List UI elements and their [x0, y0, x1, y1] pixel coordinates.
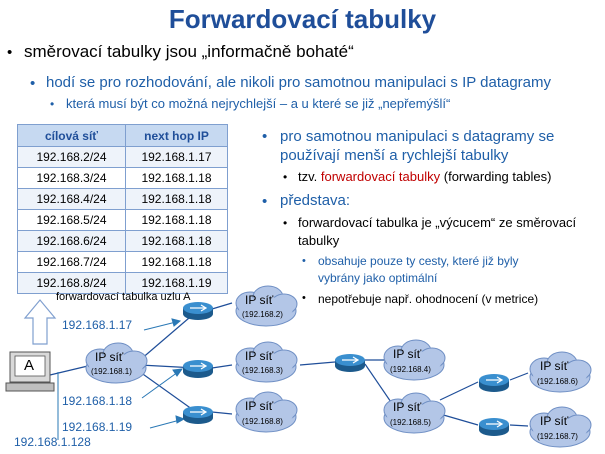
bullet-level3: která musí být co možná nejrychlejší – a u které se již „nepřemýšlí“ [66, 96, 451, 111]
router-icon [183, 406, 213, 424]
bullet-dot: • [50, 97, 55, 111]
cloud-title: IP síť [95, 350, 124, 364]
bullet-dot: • [262, 193, 268, 210]
cloud-net: (192.168.4) [390, 365, 431, 374]
right-bullet-1: pro samotnou manipulaci s datagramy se [280, 128, 555, 145]
bullet-dot: • [302, 292, 306, 304]
table-cell: 192.168.2/24 [18, 147, 126, 168]
cloud-title: IP síť [393, 347, 422, 361]
up-arrow [25, 300, 55, 344]
ip-label: 192.168.1.128 [14, 435, 91, 449]
table-cell: 192.168.1.18 [126, 189, 228, 210]
cloud-title: IP síť [540, 414, 569, 428]
table-cell: 192.168.8/24 [18, 273, 126, 294]
bullet-level2: hodí se pro rozhodování, ale nikoli pro samotnou manipulaci s IP datagramy [46, 74, 552, 91]
table-cell: 192.168.3/24 [18, 168, 126, 189]
cloud-net: (192.168.1) [91, 367, 132, 376]
cloud-title: IP síť [245, 399, 274, 413]
right-bullet-6: nepotřebuje např. ohodnocení (v metrice) [318, 292, 539, 306]
right-bullet-5b: vybrány jako optimální [318, 271, 438, 285]
ip-label: 192.168.1.19 [62, 420, 133, 434]
router-icon [335, 354, 365, 372]
right-bullet-1b: používají menší a rychlejší tabulky [280, 147, 509, 164]
router-icon [183, 302, 213, 320]
table-cell: 192.168.6/24 [18, 231, 126, 252]
right-bullet-4b: tabulky [298, 233, 340, 248]
bullet-dot: • [7, 44, 13, 61]
cloud-title: IP síť [245, 349, 274, 363]
table-caption: forwardovací tabulka uzlu A [56, 291, 191, 303]
cloud-net: (192.168.8) [242, 417, 283, 426]
node-label-a: A [24, 357, 35, 374]
bullet-dot: • [262, 128, 268, 145]
cloud-title: IP síť [540, 359, 569, 373]
table-cell: 192.168.1.18 [126, 210, 228, 231]
table-header-nexthop: next hop IP [126, 125, 228, 147]
cloud-title: IP síť [245, 293, 274, 307]
table-cell: 192.168.1.18 [126, 231, 228, 252]
cloud-title: IP síť [393, 400, 422, 414]
router-icon [479, 418, 509, 436]
cloud-net: (192.168.7) [537, 432, 578, 441]
table-header-destination: cílová síť [18, 125, 126, 147]
table-cell: 192.168.1.18 [126, 252, 228, 273]
bullet-level1: směrovací tabulky jsou „informačně bohaté“ [24, 42, 354, 61]
text-post: (forwarding tables) [443, 169, 552, 184]
right-bullet-5: obsahuje pouze ty cesty, které již byly [318, 254, 519, 268]
ip-arrows [142, 319, 184, 428]
router-icon [479, 374, 509, 392]
table-cell: 192.168.1.19 [126, 273, 228, 294]
router-icon [183, 360, 213, 378]
cloud-net: (192.168.5) [390, 418, 431, 427]
cloud-net: (192.168.6) [537, 377, 578, 386]
right-bullet-4: forwardovací tabulka je „výcucem“ ze směrovací [298, 215, 577, 230]
cloud-net: (192.168.3) [242, 366, 283, 375]
table-cell: 192.168.4/24 [18, 189, 126, 210]
table-cell: 192.168.1.18 [126, 168, 228, 189]
text-pre: tzv. [298, 169, 318, 184]
table-cell: 192.168.7/24 [18, 252, 126, 273]
bullet-dot: • [283, 216, 288, 230]
ip-label: 192.168.1.18 [62, 394, 133, 408]
table-cell: 192.168.5/24 [18, 210, 126, 231]
cloud-net: (192.168.2) [242, 310, 283, 319]
right-bullet-3: představa: [280, 192, 351, 209]
bullet-dot: • [283, 170, 288, 184]
bullet-dot: • [302, 255, 306, 267]
bullet-dot: • [30, 75, 36, 92]
highlight-term: forwardovací tabulky [320, 169, 441, 184]
ip-label: 192.168.1.17 [62, 318, 133, 332]
table-cell: 192.168.1.17 [126, 147, 228, 168]
page-title: Forwardovací tabulky [168, 4, 437, 34]
